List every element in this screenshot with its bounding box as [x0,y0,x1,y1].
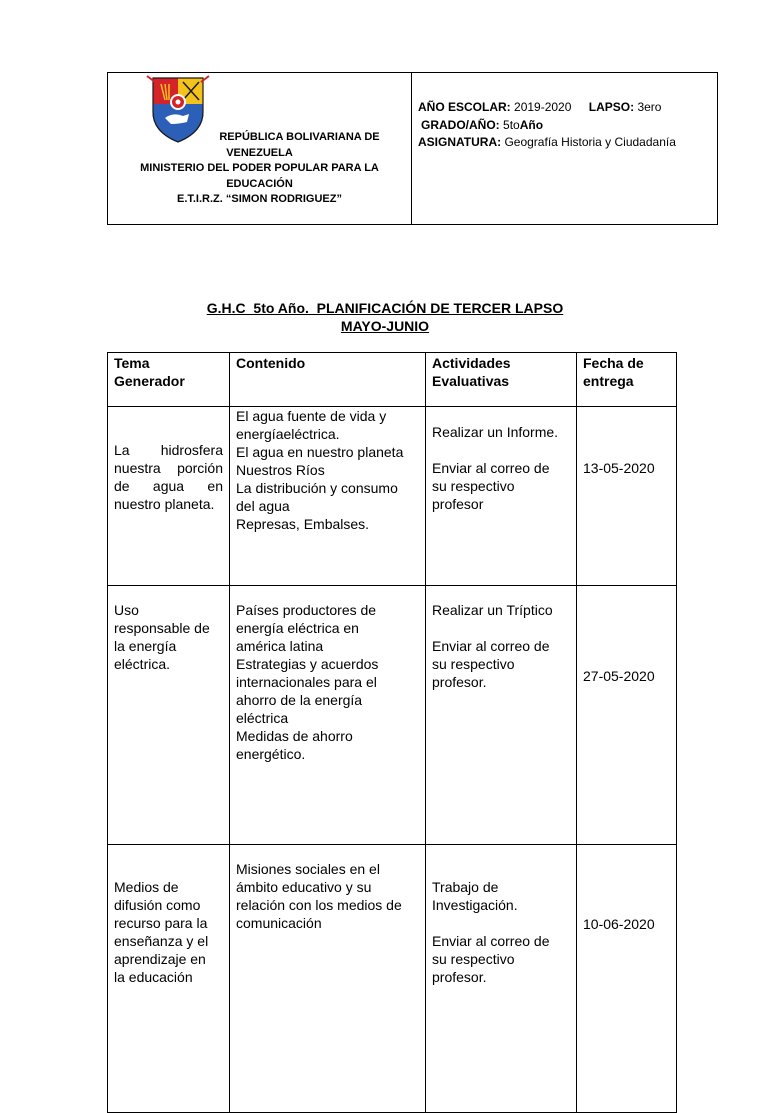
institution-line: MINISTERIO DEL PODER POPULAR PARA LA [140,162,379,174]
grade-value: 5to [503,117,520,132]
school-year-label: AÑO ESCOLAR: [418,100,511,114]
actividad-text: Enviar al correo de su respectivo profesor. [432,933,550,985]
contenido-cell [230,407,426,586]
contenido-text: Países productores de energía eléctrica en américa latina Estrategias y acuerdos internacionales para el ahorro de la energía eléctrica Medidas de ahorro energético. [236,602,379,762]
institution-line: VENEZUELA [226,146,293,159]
course-info-block [412,73,717,224]
planning-table [107,352,677,1113]
title-line-2: MAYO-JUNIO [340,318,430,334]
contenido-cell [230,845,426,1113]
fecha-cell [577,407,677,586]
school-year-value: 2019-2020 [514,100,572,114]
grade-value-bold: Año [519,117,544,132]
subject-row [418,134,676,152]
actividad-text: Trabajo de Investigación. [432,879,518,913]
actividad-text: Realizar un Tríptico [432,602,553,618]
institution-name [108,130,411,208]
column-header-contenido: Contenido [230,353,426,407]
fecha-text: 13-05-2020 [583,460,655,476]
page-title [107,299,663,335]
table-row [108,586,677,845]
fecha-text: 27-05-2020 [583,668,655,684]
actividad-text: Enviar al correo de su respectivo profesor [432,460,550,512]
actividades-cell [426,845,577,1113]
contenido-cell [230,586,426,845]
document-header [107,72,718,225]
actividad-text: Realizar un Informe. [432,424,559,440]
lapse-value: 3ero [637,100,662,114]
lapse-label: LAPSO: [588,100,635,114]
column-header-fecha: Fecha de entrega [577,353,677,407]
table-row [108,407,677,586]
tema-cell [108,586,230,845]
tema-cell [108,845,230,1113]
subject-value: Geografía Historia y Ciudadanía [504,135,676,149]
actividades-cell [426,407,577,586]
contenido-text: Misiones sociales en el ámbito educativo y su relación con los medios de comunicación [236,861,402,931]
fecha-cell [577,845,677,1113]
column-header-actividades: Actividades Evaluativas [426,353,577,407]
grade-row [418,117,676,135]
tema-text: Uso responsable de la energía eléctrica. [114,602,210,672]
title-line-1: G.H.C 5to Año. PLANIFICACIÓN DE TERCER LAPSO [206,300,564,316]
table-header-row [108,353,677,407]
tema-text: La hidrosfera nuestra porción de agua en nuestro planeta. [114,442,223,512]
institution-block [108,73,412,224]
school-year-row [418,99,676,117]
institution-line: E.T.I.R.Z. “SIMON RODRIGUEZ” [176,193,342,205]
tema-cell [108,407,230,586]
actividad-text: Enviar al correo de su respectivo profesor. [432,638,550,690]
table-row [108,845,677,1113]
fecha-text: 10-06-2020 [583,916,655,932]
tema-text: Medios de difusión como recurso para la enseñanza y el aprendizaje en la educación [114,879,209,985]
contenido-text: El agua fuente de vida y energíaeléctrica. El agua en nuestro planeta Nuestros Ríos La distribución y consumo del agua Represas, Embalses. [236,408,404,532]
column-header-tema: Tema Generador [108,353,230,407]
actividades-cell [426,586,577,845]
institution-line: EDUCACIÓN [226,177,293,190]
institution-line: REPÚBLICA BOLIVARIANA DE [219,131,380,143]
subject-label: ASIGNATURA: [418,135,502,149]
grade-label: GRADO/AÑO: [421,117,500,132]
fecha-cell [577,586,677,845]
